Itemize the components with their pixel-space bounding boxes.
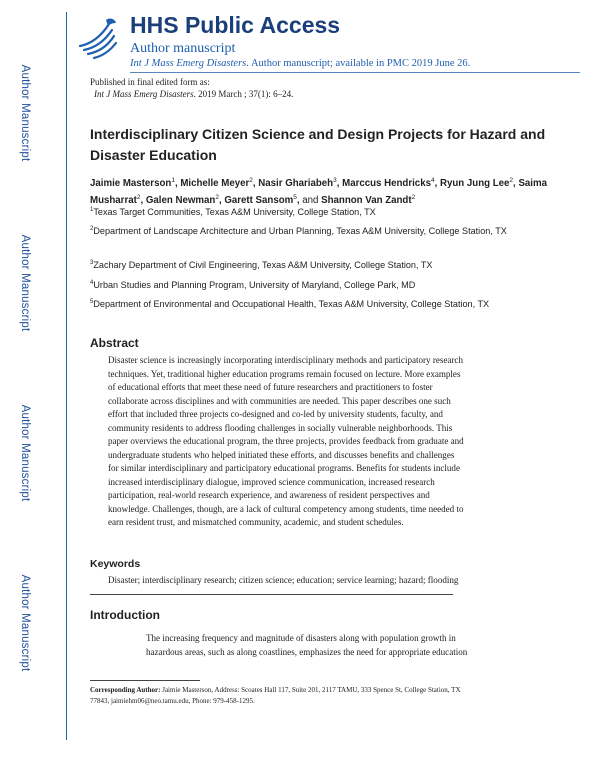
author-name: Marccus Hendricks [342, 178, 431, 190]
author-name: Saima Musharrat [90, 178, 547, 207]
introduction-heading: Introduction [90, 608, 160, 622]
publication-note: Published in final edited form as: Int J Mass Emerg Disasters. 2019 March ; 37(1): 6–24. [90, 77, 294, 99]
header-divider [130, 72, 580, 73]
author-name: Ryun Jung Lee [439, 178, 510, 190]
hhs-public-access-title: HHS Public Access [130, 12, 341, 38]
author-name: Jaimie Masterson [90, 178, 172, 190]
keywords-text: Disaster; interdisciplinary research; citizen science; education; service learning; hazard; flooding [108, 575, 459, 585]
author-name: Nasir Ghariabeh [258, 178, 334, 190]
keywords-heading: Keywords [90, 558, 141, 570]
margin-rule [66, 12, 67, 740]
author-name: Garett Sansom [224, 195, 294, 207]
journal-availability: Int J Mass Emerg Disasters. Author manuscript; available in PMC 2019 June 26. [130, 58, 471, 69]
corresponding-author-footnote: Corresponding Author: Jaimie Masterson, Address: Scoates Hall 117, Suite 201, 2117 TAMU, 333 Spence St, College Station, TX 77843, jaimiehm06@neo.tamu.edu, Phone: 979-458-1295. [90, 686, 461, 705]
hhs-eagle-logo-icon [76, 14, 120, 62]
affiliation: $^5$Department of Environmental and Occupational Health, Texas A&M University, College Station, TX [90, 299, 490, 310]
affiliation: $^4$Urban Studies and Planning Program, University of Maryland, College Park, MD [90, 280, 416, 291]
author-manuscript-label: Author Manuscript [19, 234, 31, 332]
author-manuscript-label: Author Manuscript [19, 404, 31, 502]
affiliation: $^2$Department of Landscape Architecture and Urban Planning, Texas A&M University, College Station, TX [90, 226, 507, 237]
affiliation: $^3$Zachary Department of Civil Engineering, Texas A&M University, College Station, TX [90, 260, 433, 271]
author-name: Galen Newman [145, 195, 216, 207]
author-manuscript-subtitle: Author manuscript [130, 41, 236, 56]
author-manuscript-label: Author Manuscript [19, 64, 31, 162]
paper-title: Interdisciplinary Citizen Science and Design Projects for Hazard and Disaster Education [90, 126, 546, 163]
abstract-heading: Abstract [90, 336, 139, 350]
author-manuscript-label: Author Manuscript [19, 574, 31, 672]
author-name: Shannon Van Zandt [321, 195, 412, 207]
footnote-divider [90, 680, 200, 681]
abstract-text: Disaster science is increasingly incorporating interdisciplinary methods and participatory research techniques. Yet, traditional higher education programs remain focused on lecture. More examples of educational efforts that meet these need of future researchers and practitioners to foster collaborate across disciplines and with communities are needed. This paper describes one such effort that included three projects co-designed and co-led by university students, faculty, and community residents to address flooding challenges in socially vulnerable neighborhoods. This paper overviews the educational program, the three projects, provides feedback from graduate and undergraduate students who helped initiated these efforts, and discusses benefits and challenges for similar interdisciplinary and participatory educational programs. Benefits for students include increased interdisciplinary dialogue, improved science communication, increased research participation, real-world research experience, and awareness of resident perspectives and knowledge. Challenges, though, are a lack of cultural competency among students, time needed to earn resident trust, and mismatched community, academic, and student schedules. [108, 355, 464, 527]
keywords-divider [90, 594, 453, 595]
author-name: Michelle Meyer [180, 178, 250, 190]
introduction-text: The increasing frequency and magnitude of disasters along with population growth in hazardous areas, such as along coastlines, emphasizes the need for appropriate education [146, 633, 468, 657]
affiliation: $^1$Texas Target Communities, Texas A&M University, College Station, TX [90, 207, 376, 218]
author-list: Jaimie Masterson$^1$, Michelle Meyer$^2$, Nasir Ghariabeh$^3$, Marccus Hendricks$^4$, Ryun Jung Lee$^2$, Saima Musharrat$^2$, Galen Newman$^2$, Garett Sansom$^5$, and Shannon Van Zandt$^2$ [90, 177, 547, 207]
